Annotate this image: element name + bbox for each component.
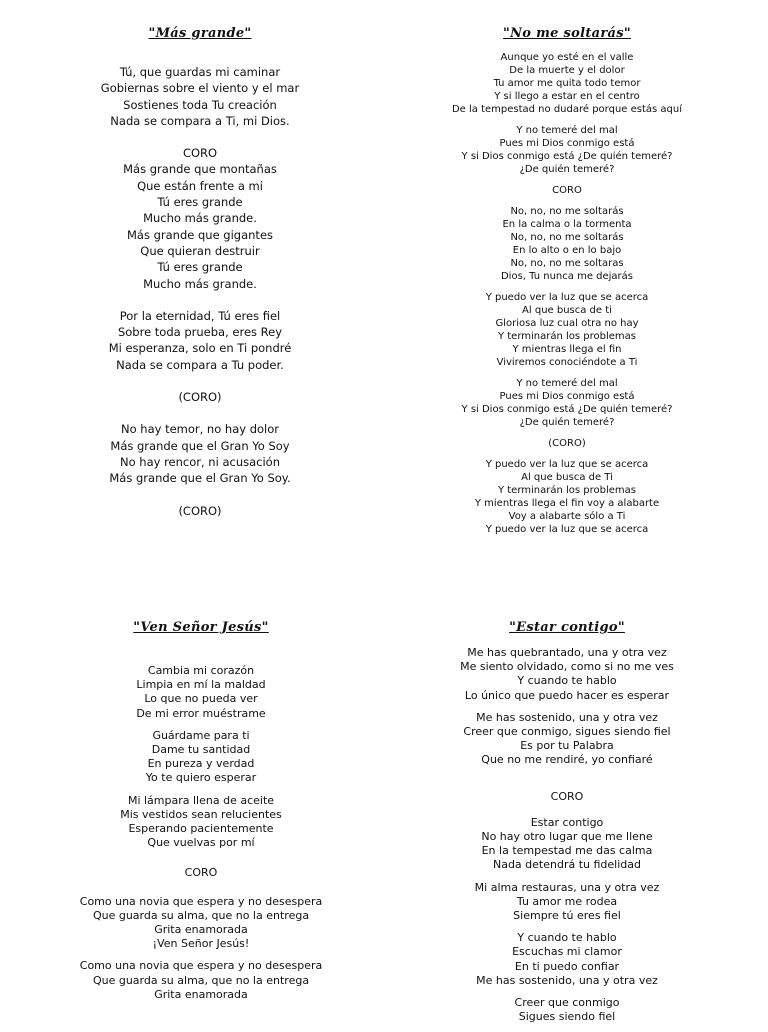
lyric-line: Al que busca de ti bbox=[522, 305, 612, 316]
lyric-line: Grita enamorada bbox=[154, 923, 248, 937]
stanza bbox=[400, 996, 734, 1024]
lyric-line: Y no temeré del mal bbox=[516, 125, 618, 136]
lyric-line: Me siento olvidado, como si no me ves bbox=[460, 660, 674, 674]
stanza bbox=[400, 458, 734, 536]
lyric-line: Cambia mi corazón bbox=[147, 664, 255, 677]
stanza bbox=[400, 711, 734, 768]
lyric-line: Y si llego a estar en el centro bbox=[494, 91, 640, 102]
lyric-line: Y terminarán los problemas bbox=[497, 485, 637, 496]
song-body bbox=[400, 646, 734, 1024]
stanza bbox=[400, 124, 734, 176]
lyric-line: En la tempestad me das calma bbox=[481, 844, 653, 858]
lyric-line: En la calma o la tormenta bbox=[502, 219, 632, 230]
lyric-line: ¿De quién temeré? bbox=[519, 164, 615, 175]
lyric-line: De mi error muéstrame bbox=[136, 706, 266, 720]
lyric-line: Más grande que montañas bbox=[123, 162, 277, 177]
lyric-line: Por la eternidad, Tú eres fiel bbox=[119, 308, 281, 323]
song-no-me-soltaras bbox=[400, 26, 734, 544]
lyric-line: Que vuelvas por mí bbox=[147, 836, 255, 850]
lyric-line: Que guarda su alma, que no la entrega bbox=[92, 908, 310, 922]
lyric-line: Limpia en mí la maldad bbox=[136, 678, 266, 692]
stanza bbox=[0, 866, 402, 880]
stanza bbox=[0, 794, 402, 851]
lyric-line: Que quieran destruir bbox=[140, 243, 260, 258]
lyric-line: Me has quebrantado, una y otra vez bbox=[467, 646, 667, 659]
lyric-line: En ti puedo confiar bbox=[514, 959, 620, 973]
lyric-line: ¿De quién temeré? bbox=[519, 417, 615, 428]
lyric-line: Al que busca de Ti bbox=[521, 472, 613, 483]
stanza bbox=[0, 145, 400, 292]
lyric-line: CORO bbox=[184, 866, 218, 880]
lyric-line: Viviremos conociéndote a Ti bbox=[496, 357, 638, 368]
stanza bbox=[400, 816, 734, 873]
lyric-line: No, no, no me soltaras bbox=[510, 258, 624, 269]
lyric-line: Sobre toda prueba, eres Rey bbox=[117, 325, 283, 340]
lyric-line: No, no, no me soltarás bbox=[510, 206, 624, 217]
lyric-line: Yo te quiero esperar bbox=[145, 771, 257, 785]
lyric-line: CORO bbox=[550, 789, 584, 803]
lyric-line: Dios, Tu nunca me dejarás bbox=[500, 271, 634, 282]
lyric-line: De la muerte y el dolor bbox=[509, 65, 625, 76]
lyric-line: Grita enamorada bbox=[154, 987, 248, 1001]
lyric-line: Mi lámpara llena de aceite bbox=[127, 793, 275, 807]
song-body bbox=[400, 51, 734, 536]
lyric-line: Y puedo ver la luz que se acerca bbox=[485, 292, 649, 303]
lyric-line: Siempre tú eres fiel bbox=[513, 909, 621, 923]
lyric-line: Nada se compara a Tu poder. bbox=[116, 357, 284, 372]
song-title: "No me soltarás" bbox=[503, 26, 631, 41]
lyric-line: Tú eres grande bbox=[157, 195, 243, 210]
lyric-line: No hay rencor, ni acusación bbox=[119, 454, 280, 469]
lyric-line: Mi alma restauras, una y otra vez bbox=[474, 880, 660, 894]
lyric-line: Lo que no pueda ver bbox=[144, 692, 258, 706]
lyric-line: Nada detendrá tu fidelidad bbox=[492, 858, 641, 872]
lyric-line: Que no me rendiré, yo confiaré bbox=[481, 753, 653, 767]
lyric-line: Y mientras llega el fin voy a alabarte bbox=[474, 498, 660, 509]
lyric-line: Y si Dios conmigo está ¿De quién temeré? bbox=[461, 151, 673, 162]
lyric-line: Gobiernas sobre el viento y el mar bbox=[100, 81, 300, 96]
stanza bbox=[0, 895, 402, 952]
lyric-line: Guárdame para ti bbox=[152, 728, 250, 742]
stanza bbox=[0, 389, 400, 405]
stanza bbox=[400, 931, 734, 988]
lyric-line: Más grande que el Gran Yo Soy. bbox=[109, 471, 291, 486]
song-mas-grande bbox=[0, 26, 400, 535]
stanza bbox=[400, 881, 734, 924]
lyric-line: No, no, no me soltarás bbox=[510, 232, 624, 243]
lyric-line: (CORO) bbox=[548, 438, 586, 449]
lyric-line: En pureza y verdad bbox=[147, 757, 255, 771]
song-title: "Ven Señor Jesús" bbox=[133, 620, 269, 635]
song-body bbox=[0, 664, 402, 1002]
lyric-line: Mi esperanza, solo en Ti pondré bbox=[108, 341, 292, 356]
lyric-line: Y si Dios conmigo está ¿De quién temeré? bbox=[461, 404, 673, 415]
lyric-line: (CORO) bbox=[178, 390, 222, 405]
stanza bbox=[400, 646, 734, 703]
lyric-line: Más grande que gigantes bbox=[126, 227, 274, 242]
lyric-line: ¡Ven Señor Jesús! bbox=[152, 937, 250, 951]
lyric-line: Pues mi Dios conmigo está bbox=[499, 138, 635, 149]
lyric-line: Mis vestidos sean relucientes bbox=[120, 807, 282, 821]
stanza bbox=[0, 308, 400, 373]
lyric-line: Y mientras llega el fin bbox=[512, 344, 622, 355]
lyric-line: No hay temor, no hay dolor bbox=[120, 422, 280, 437]
lyric-line: Es por tu Palabra bbox=[520, 739, 614, 753]
lyric-line: Pues mi Dios conmigo está bbox=[499, 391, 635, 402]
stanza bbox=[400, 377, 734, 429]
lyric-line: Creer que conmigo, sigues siendo fiel bbox=[463, 725, 671, 739]
lyric-line: Y no temeré del mal bbox=[516, 378, 618, 389]
lyric-line: De la tempestad no dudaré porque estás aquí bbox=[451, 104, 683, 115]
lyric-line: Y cuando te hablo bbox=[517, 931, 617, 945]
lyric-line: Aunque yo esté en el valle bbox=[500, 52, 634, 63]
lyric-line: Escuchas mi clamor bbox=[512, 945, 622, 959]
stanza bbox=[400, 790, 734, 804]
lyric-line: Estar contigo bbox=[530, 815, 604, 829]
stanza bbox=[0, 729, 402, 786]
stanza bbox=[0, 503, 400, 519]
lyric-line: Y puedo ver la luz que se acerca bbox=[485, 459, 649, 470]
lyric-line: No hay otro lugar que me llene bbox=[481, 830, 653, 844]
stanza bbox=[0, 959, 402, 1002]
lyric-line: Tú, que guardas mi caminar bbox=[119, 65, 281, 79]
stanza bbox=[400, 205, 734, 283]
lyric-line: Voy a alabarte sólo a Ti bbox=[508, 511, 626, 522]
song-title: "Más grande" bbox=[148, 26, 252, 41]
song-title: "Estar contigo" bbox=[509, 620, 625, 635]
stanza bbox=[0, 64, 400, 129]
lyric-line: CORO bbox=[182, 146, 218, 161]
lyric-line: Tu amor me quita todo temor bbox=[493, 78, 641, 89]
lyric-line: Tu amor me rodea bbox=[516, 894, 618, 908]
lyric-line: Y cuando te hablo bbox=[517, 674, 617, 688]
stanza bbox=[400, 51, 734, 116]
lyric-line: Que están frente a mi bbox=[137, 178, 263, 193]
stanza bbox=[400, 184, 734, 197]
lyric-line: Dame tu santidad bbox=[151, 743, 251, 757]
lyric-line: Y puedo ver la luz que se acerca bbox=[485, 524, 649, 535]
lyric-line: En lo alto o en lo bajo bbox=[512, 245, 622, 256]
stanza bbox=[400, 291, 734, 369]
lyric-line: Como una novia que espera y no desespera bbox=[79, 894, 323, 908]
song-ven-senor-jesus bbox=[0, 620, 402, 1010]
lyric-line: Sigues siendo fiel bbox=[518, 1010, 616, 1024]
lyric-line: Esperando pacientemente bbox=[128, 822, 274, 836]
lyric-line: CORO bbox=[552, 185, 582, 196]
song-body bbox=[0, 64, 400, 519]
lyric-line: Mucho más grande. bbox=[143, 211, 257, 226]
song-estar-contigo bbox=[400, 620, 734, 1032]
lyric-line: Gloriosa luz cual otra no hay bbox=[495, 318, 639, 329]
lyric-line: Más grande que el Gran Yo Soy bbox=[110, 438, 290, 453]
lyric-line: (CORO) bbox=[178, 503, 222, 518]
lyric-line: Como una novia que espera y no desespera bbox=[79, 959, 323, 973]
lyric-line: Sostienes toda Tu creación bbox=[123, 97, 277, 112]
lyric-line: Que guarda su alma, que no la entrega bbox=[92, 973, 310, 987]
lyric-line: Me has sostenido, una y otra vez bbox=[476, 710, 658, 724]
lyric-line: Nada se compara a Ti, mi Dios. bbox=[110, 113, 290, 128]
lyric-line: Lo único que puedo hacer es esperar bbox=[464, 688, 670, 702]
stanza bbox=[0, 421, 400, 486]
stanza bbox=[0, 664, 402, 721]
lyric-line: Tú eres grande bbox=[157, 260, 243, 275]
stanza bbox=[400, 437, 734, 450]
lyric-line: Y terminarán los problemas bbox=[497, 331, 637, 342]
lyric-line: Creer que conmigo bbox=[514, 996, 620, 1010]
lyric-line: Mucho más grande. bbox=[143, 276, 257, 291]
lyric-line: Me has sostenido, una y otra vez bbox=[476, 973, 658, 987]
